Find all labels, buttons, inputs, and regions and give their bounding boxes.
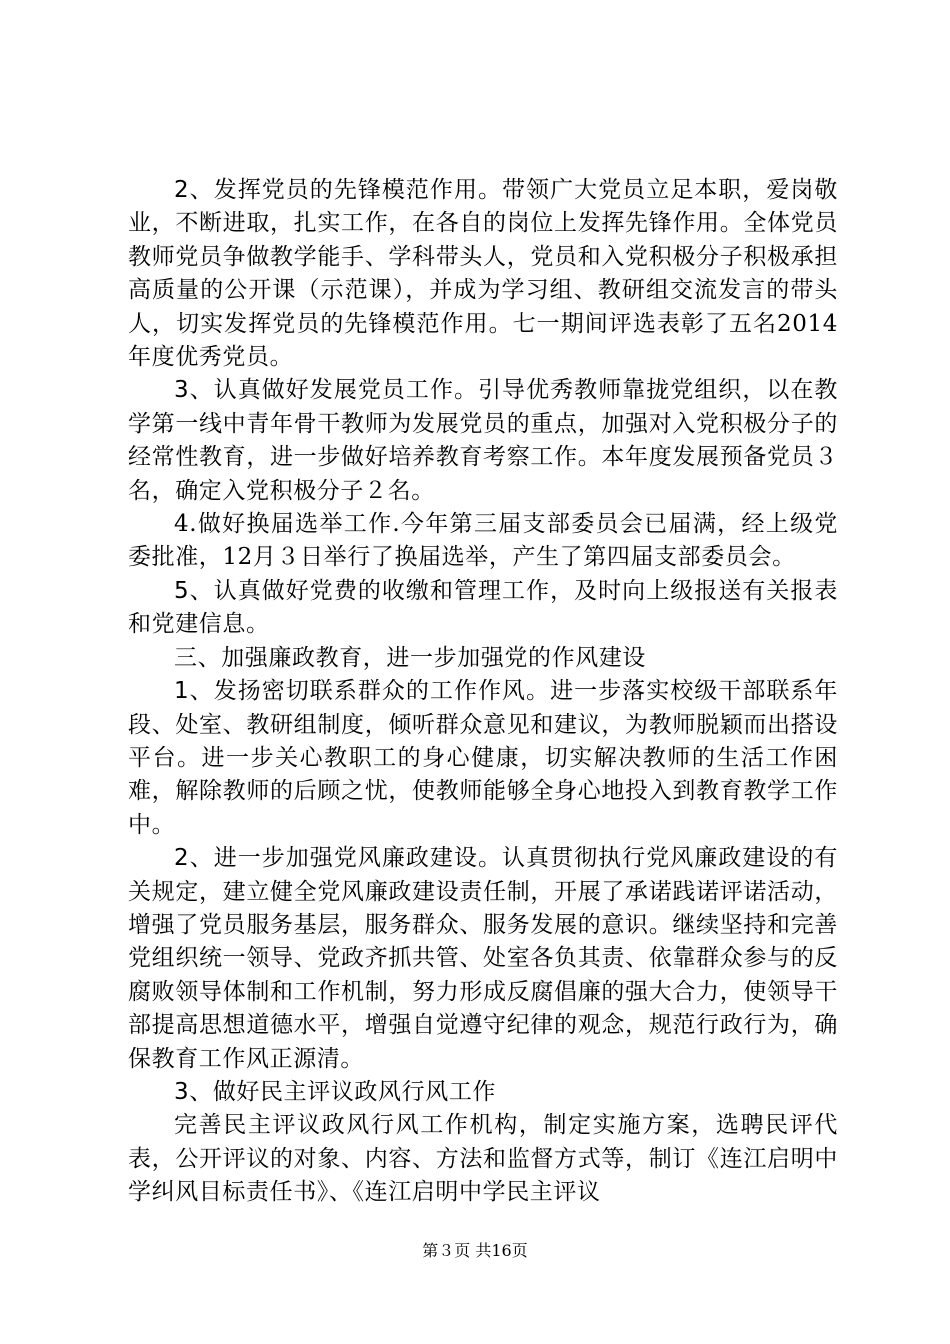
section-title: 三、加强廉政教育，进一步加强党的作风建设 <box>174 644 646 671</box>
paragraph-text: 引导优秀教师靠拢党组织，以在教学第一线中青年骨干教师为发展党员的重点，加强对入党积极分子的经常性教育，进一步做好培养教育考察工作。本年度发展预备党员３名，确定入党积极分子２名。 <box>128 377 839 504</box>
paragraph-lead: 1、发扬密切联系群众的工作作风。 <box>174 678 551 705</box>
paragraph-member-development <box>128 374 838 508</box>
paragraph-party-dues <box>128 575 838 642</box>
paragraph-text: 4.做好换届选举工作.今年第三届支部委员会已届满，经上级党委批准，12月３日举行了换届选举，产生了第四届支部委员会。 <box>128 511 838 571</box>
paragraph-review-mechanism <box>128 1109 838 1209</box>
document-body <box>128 174 838 1210</box>
section-heading-integrity <box>128 642 838 675</box>
paragraph-lead: 3、认真做好发展党员工作。 <box>174 377 479 404</box>
subheading-title: 3、做好民主评议政风行风工作 <box>174 1078 497 1105</box>
paragraph-text: 认真贯彻执行党风廉政建设的有关规定，建立健全党风廉政建设责任制，开展了承诺践诺评诺活动，增强了党员服务基层，服务群众、服务发展的意识。继续坚持和完善党组织统一领导、党政齐抓共管、处室各负其责、依靠群众参与的反腐败领导体制和工作机制，努力形成反腐倡廉的强大合力，使领导干部提高思想道德水平，增强自觉遵守纪律的观念，规范行政行为，确保教育工作风正源清。 <box>128 845 838 1072</box>
paragraph-election <box>128 508 838 575</box>
paragraph-anti-corruption <box>128 842 838 1076</box>
subheading-democratic-review <box>128 1076 838 1109</box>
paragraph-text: 完善民主评议政风行风工作机构，制定实施方案，选聘民评代表，公开评议的对象、内容、方法和监督方式等，制订《连江启明中学纠风目标责任书》、《连江启明中学民主评议 <box>128 1112 838 1206</box>
paragraph-text: 带领广大党员立足本职，爱岗敬业，不断进取，扎实工作，在各自的岗位上发挥先锋作用。全体党员教师党员争做教学能手、学科带头人，党员和入党积极分子积极承担高质量的公开课（示范课），并成为学习组、教研组交流发言的带头人，切实发挥党员的先锋模范作用。七一期间评选表彰了五名2014年度优秀党员。 <box>128 177 838 371</box>
paragraph-lead: 5、认真做好党费的收缴和管理工作，及时向上级报送有关报表和党建信息。 <box>128 577 838 638</box>
paragraph-text: 进一步落实校级干部联系年段、处室、教研组制度，倾听群众意见和建议，为教师脱颖而出搭设平台。进一步关心教职工的身心健康，切实解决教师的生活工作困难，解除教师的后顾之忧，使教师能够全身心地投入到教育教学工作中。 <box>128 678 839 838</box>
paragraph-vanguard-role <box>128 174 838 374</box>
page-number-footer: 第３页 共16页 <box>422 1241 528 1260</box>
paragraph-mass-line <box>128 675 838 842</box>
paragraph-lead: 2、进一步加强党风廉政建设。 <box>174 845 503 872</box>
paragraph-lead: 2、发挥党员的先锋模范作用。 <box>174 177 503 203</box>
